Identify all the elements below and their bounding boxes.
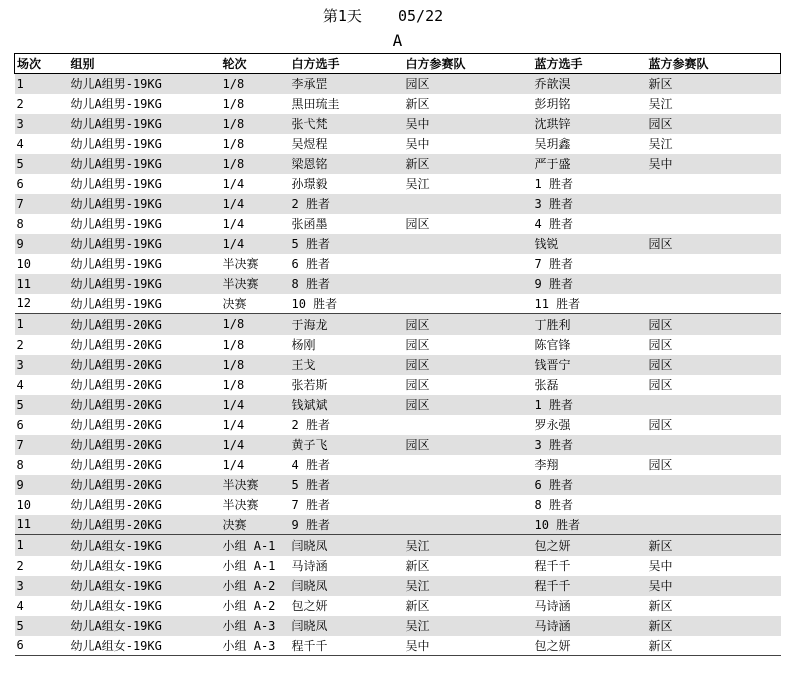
- cell-round: 半决赛: [222, 277, 259, 291]
- cell-category: 幼儿A组男-19KG: [70, 97, 162, 111]
- page-title: [0, 6, 766, 26]
- cell-match-no: 5: [16, 397, 24, 412]
- cell-blue-player: 7 胜者: [534, 257, 573, 271]
- table-row: [15, 94, 781, 114]
- cell-blue-player: 程千千: [534, 579, 571, 593]
- cell-blue-team: 吴江: [648, 137, 673, 151]
- cell-white-player: 黒田琉圭: [291, 97, 340, 111]
- header-row: [15, 54, 781, 74]
- cell-round: 决赛: [221, 515, 290, 535]
- cell-white-team: [404, 274, 533, 294]
- cell-white-team: [404, 294, 533, 314]
- cell-match-no: 3: [16, 116, 24, 131]
- cell-blue-player: 包之妍: [534, 538, 571, 553]
- cell-blue-team: 园区: [648, 458, 673, 472]
- cell-white-player: 王戈: [291, 358, 316, 372]
- cell-category: 幼儿A组男-19KG: [70, 237, 162, 251]
- cell-blue-team: [647, 274, 781, 294]
- cell-white-team: 园区: [405, 77, 430, 92]
- table-row: [15, 636, 781, 656]
- cell-white-player: 5 胜者: [291, 237, 330, 251]
- cell-white-player: 8 胜者: [291, 277, 330, 291]
- cell-blue-team: 吴中: [648, 559, 673, 573]
- cell-white-team: 吴江: [405, 538, 430, 553]
- cell-category: 幼儿A组男-19KG: [70, 177, 162, 191]
- cell-category: 幼儿A组男-19KG: [70, 257, 162, 271]
- table-row: [15, 294, 781, 314]
- cell-blue-team: [647, 254, 781, 274]
- table-row: [15, 74, 781, 94]
- cell-category: 幼儿A组男-20KG: [70, 458, 162, 472]
- cell-white-team: 园区: [405, 338, 430, 352]
- cell-category: 幼儿A组男-20KG: [70, 398, 162, 412]
- cell-blue-team: 新区: [648, 538, 673, 553]
- cell-category: 幼儿A组女-19KG: [70, 599, 162, 613]
- cell-white-player: 杨刚: [291, 338, 316, 352]
- cell-match-no: 11: [16, 276, 31, 291]
- cell-white-team: [404, 475, 533, 495]
- cell-blue-player: 10 胜者: [533, 515, 647, 535]
- cell-white-team: 吴江: [405, 177, 430, 191]
- cell-blue-team: 园区: [648, 237, 673, 251]
- cell-match-no: 1: [16, 76, 24, 91]
- table-row: [15, 395, 781, 415]
- cell-blue-team: [647, 194, 781, 214]
- cell-match-no: 10: [16, 256, 31, 271]
- cell-white-player: 9 胜者: [290, 515, 404, 535]
- cell-white-team: 吴江: [405, 619, 430, 633]
- cell-category: 幼儿A组男-20KG: [70, 478, 162, 492]
- cell-round: 1/4: [222, 397, 245, 412]
- cell-white-team: [404, 415, 533, 435]
- cell-match-no: 1: [16, 317, 24, 332]
- cell-round: 1/8: [222, 96, 245, 111]
- cell-blue-team: 园区: [648, 418, 673, 432]
- cell-category: 幼儿A组女-19KG: [70, 559, 162, 573]
- table-row: [15, 495, 781, 515]
- cell-category: 幼儿A组男-19KG: [70, 157, 162, 171]
- cell-white-player: 张若斯: [291, 378, 328, 392]
- date-label: 05/22: [398, 7, 444, 25]
- cell-match-no: 7: [16, 437, 24, 452]
- cell-round: 小组 A-1: [222, 538, 276, 553]
- cell-match-no: 6: [15, 636, 69, 656]
- cell-category: 幼儿A组男-20KG: [70, 438, 162, 452]
- cell-round: 半决赛: [222, 478, 259, 492]
- cell-category: 幼儿A组男-20KG: [70, 378, 162, 392]
- cell-category: 幼儿A组女-19KG: [69, 636, 221, 656]
- table-row: [15, 114, 781, 134]
- cell-blue-player: 沈珙锌: [534, 117, 571, 131]
- cell-blue-team: 新区: [647, 636, 781, 656]
- cell-white-team: 新区: [405, 97, 430, 111]
- cell-category: 幼儿A组男-20KG: [69, 515, 221, 535]
- cell-category: 幼儿A组男-19KG: [70, 77, 162, 92]
- cell-round: 1/4: [222, 417, 245, 432]
- cell-white-team: 园区: [405, 217, 430, 231]
- table-row: [15, 254, 781, 274]
- section-label: A: [392, 31, 403, 50]
- cell-white-player: 马诗涵: [291, 559, 328, 573]
- cell-blue-player: 6 胜者: [534, 478, 573, 492]
- table-row: [15, 355, 781, 375]
- cell-round: 1/4: [222, 196, 245, 211]
- cell-round: 1/8: [222, 156, 245, 171]
- header-category: 组别: [69, 54, 221, 74]
- cell-white-player: 程千千: [290, 636, 404, 656]
- cell-white-team: [404, 234, 533, 254]
- cell-blue-team: 吴中: [648, 157, 673, 171]
- cell-round: 1/4: [222, 216, 245, 231]
- cell-round: 1/8: [222, 136, 245, 151]
- cell-white-team: 园区: [405, 317, 430, 332]
- cell-round: 决赛: [221, 294, 290, 314]
- cell-blue-team: 新区: [648, 77, 673, 92]
- cell-category: 幼儿A组女-19KG: [70, 538, 162, 553]
- cell-white-player: 10 胜者: [290, 294, 404, 314]
- cell-white-player: 李承罡: [291, 77, 328, 92]
- cell-category: 幼儿A组男-19KG: [70, 117, 162, 131]
- cell-blue-player: 3 胜者: [534, 438, 573, 452]
- cell-blue-team: [647, 395, 781, 415]
- cell-blue-player: 包之妍: [533, 636, 647, 656]
- cell-white-player: 包之妍: [291, 599, 328, 613]
- cell-white-team: [404, 495, 533, 515]
- cell-white-team: 吴中: [404, 636, 533, 656]
- cell-match-no: 1: [16, 538, 24, 553]
- cell-white-player: 张函墨: [291, 217, 328, 231]
- cell-match-no: 5: [16, 618, 24, 633]
- cell-blue-player: 11 胜者: [533, 294, 647, 314]
- cell-match-no: 2: [16, 96, 24, 111]
- cell-blue-team: [647, 515, 781, 535]
- cell-blue-player: 1 胜者: [534, 398, 573, 412]
- cell-white-team: 园区: [405, 358, 430, 372]
- cell-white-player: 2 胜者: [291, 197, 330, 211]
- cell-category: 幼儿A组女-19KG: [70, 619, 162, 633]
- table-row: [15, 616, 781, 636]
- cell-round: 小组 A-3: [222, 619, 276, 633]
- cell-round: 1/8: [222, 317, 245, 332]
- cell-category: 幼儿A组男-20KG: [70, 498, 162, 512]
- cell-blue-player: 4 胜者: [534, 217, 573, 231]
- table-row: [15, 475, 781, 495]
- table-row: [15, 214, 781, 234]
- cell-blue-player: 8 胜者: [534, 498, 573, 512]
- table-row: [15, 435, 781, 455]
- cell-match-no: 5: [16, 156, 24, 171]
- header-match-no: 场次: [15, 54, 69, 74]
- cell-blue-team: 新区: [648, 599, 673, 613]
- cell-match-no: 6: [16, 417, 24, 432]
- cell-category: 幼儿A组男-19KG: [70, 137, 162, 151]
- table-row: [15, 234, 781, 254]
- cell-round: 小组 A-3: [221, 636, 290, 656]
- cell-blue-player: 严于盛: [534, 157, 571, 171]
- cell-blue-team: [647, 475, 781, 495]
- cell-category: 幼儿A组女-19KG: [70, 579, 162, 593]
- cell-white-team: [404, 194, 533, 214]
- table-row: [15, 556, 781, 576]
- cell-blue-team: 新区: [648, 619, 673, 633]
- cell-blue-player: 罗永强: [534, 418, 571, 432]
- cell-blue-player: 马诗涵: [534, 599, 571, 613]
- cell-round: 1/8: [222, 337, 245, 352]
- cell-category: 幼儿A组男-19KG: [70, 197, 162, 211]
- cell-blue-player: 1 胜者: [534, 177, 573, 191]
- cell-white-player: 于海龙: [291, 317, 328, 332]
- cell-match-no: 8: [16, 457, 24, 472]
- cell-white-player: 张弋梵: [291, 117, 328, 131]
- cell-round: 1/4: [222, 176, 245, 191]
- cell-blue-team: 园区: [648, 117, 673, 131]
- header-white-team: 白方参赛队: [404, 54, 533, 74]
- cell-blue-player: 马诗涵: [534, 619, 571, 633]
- cell-blue-player: 李翔: [534, 458, 559, 472]
- cell-category: 幼儿A组男-19KG: [69, 294, 221, 314]
- cell-blue-team: 园区: [648, 338, 673, 352]
- cell-category: 幼儿A组男-20KG: [70, 317, 162, 332]
- cell-blue-team: [647, 495, 781, 515]
- cell-white-team: 园区: [405, 398, 430, 412]
- cell-white-player: 钱斌斌: [291, 398, 328, 412]
- cell-white-player: 2 胜者: [291, 418, 330, 432]
- cell-match-no: 4: [16, 136, 24, 151]
- cell-blue-team: 园区: [648, 378, 673, 392]
- cell-match-no: 9: [16, 236, 24, 251]
- cell-category: 幼儿A组男-20KG: [70, 338, 162, 352]
- cell-blue-team: [647, 174, 781, 194]
- header-white-player: 白方选手: [290, 54, 404, 74]
- cell-blue-player: 吴玥鑫: [534, 137, 571, 151]
- table-row: [15, 535, 781, 556]
- cell-blue-player: 钱晋宁: [534, 358, 571, 372]
- cell-match-no: 7: [16, 196, 24, 211]
- cell-white-player: 吴煜程: [291, 137, 328, 151]
- cell-blue-team: 吴江: [648, 97, 673, 111]
- cell-white-team: 新区: [405, 599, 430, 613]
- cell-match-no: 3: [16, 357, 24, 372]
- cell-blue-player: 9 胜者: [534, 277, 573, 291]
- cell-category: 幼儿A组男-20KG: [70, 418, 162, 432]
- table-row: [15, 455, 781, 475]
- cell-round: 1/4: [222, 457, 245, 472]
- cell-blue-player: 程千千: [534, 559, 571, 573]
- cell-blue-team: 园区: [648, 358, 673, 372]
- cell-match-no: 2: [16, 558, 24, 573]
- cell-round: 小组 A-1: [222, 559, 276, 573]
- cell-white-team: 吴中: [405, 137, 430, 151]
- header-blue-player: 蓝方选手: [533, 54, 647, 74]
- cell-white-player: 闫晓凤: [291, 579, 328, 593]
- cell-match-no: 10: [16, 497, 31, 512]
- header-blue-team: 蓝方参赛队: [647, 54, 781, 74]
- cell-white-player: 闫晓凤: [291, 619, 328, 633]
- day-label: 第1天: [322, 7, 362, 25]
- cell-white-player: 孙璟毅: [291, 177, 328, 191]
- cell-blue-player: 乔歆淏: [534, 77, 571, 92]
- cell-match-no: 3: [16, 578, 24, 593]
- header-round: 轮次: [221, 54, 290, 74]
- cell-match-no: 6: [16, 176, 24, 191]
- cell-blue-team: 吴中: [648, 579, 673, 593]
- cell-category: 幼儿A组男-19KG: [70, 277, 162, 291]
- cell-white-team: 新区: [405, 559, 430, 573]
- cell-white-team: 吴江: [405, 579, 430, 593]
- cell-round: 1/8: [222, 76, 245, 91]
- cell-white-team: [404, 515, 533, 535]
- cell-category: 幼儿A组男-20KG: [70, 358, 162, 372]
- cell-blue-player: 3 胜者: [534, 197, 573, 211]
- cell-round: 1/4: [222, 437, 245, 452]
- table-row: [15, 134, 781, 154]
- table-row: [15, 274, 781, 294]
- cell-blue-player: 丁胜利: [534, 317, 571, 332]
- cell-white-player: 6 胜者: [291, 257, 330, 271]
- cell-match-no: 4: [16, 377, 24, 392]
- cell-round: 1/8: [222, 357, 245, 372]
- cell-match-no: 9: [16, 477, 24, 492]
- table-row: [15, 576, 781, 596]
- table-row: [15, 174, 781, 194]
- cell-white-player: 闫晓凤: [291, 538, 328, 553]
- cell-blue-team: [647, 435, 781, 455]
- cell-blue-player: 彭玥铭: [534, 97, 571, 111]
- table-row: [15, 375, 781, 395]
- cell-blue-player: 钱锐: [534, 237, 559, 251]
- cell-round: 半决赛: [222, 257, 259, 271]
- cell-match-no: 12: [15, 294, 69, 314]
- cell-blue-player: 陈官锋: [534, 338, 571, 352]
- cell-round: 1/8: [222, 116, 245, 131]
- cell-white-team: 新区: [405, 157, 430, 171]
- cell-white-team: 吴中: [405, 117, 430, 131]
- cell-white-team: [404, 455, 533, 475]
- cell-white-team: 园区: [405, 438, 430, 452]
- table-row: [15, 314, 781, 335]
- cell-round: 1/8: [222, 377, 245, 392]
- cell-category: 幼儿A组男-19KG: [70, 217, 162, 231]
- cell-white-player: 4 胜者: [291, 458, 330, 472]
- cell-blue-team: 园区: [648, 317, 673, 332]
- cell-match-no: 2: [16, 337, 24, 352]
- table-row: [15, 515, 781, 535]
- cell-blue-team: [647, 294, 781, 314]
- table-row: [15, 194, 781, 214]
- cell-round: 小组 A-2: [222, 579, 276, 593]
- schedule-table: [14, 53, 781, 656]
- cell-blue-team: [647, 214, 781, 234]
- cell-white-player: 7 胜者: [291, 498, 330, 512]
- table-row: [15, 596, 781, 616]
- cell-white-player: 梁恩铭: [291, 157, 328, 171]
- cell-match-no: 11: [15, 515, 69, 535]
- cell-round: 1/4: [222, 236, 245, 251]
- table-row: [15, 415, 781, 435]
- cell-round: 半决赛: [222, 498, 259, 512]
- cell-round: 小组 A-2: [222, 599, 276, 613]
- cell-white-team: [404, 254, 533, 274]
- cell-white-team: 园区: [405, 378, 430, 392]
- cell-match-no: 4: [16, 598, 24, 613]
- cell-match-no: 8: [16, 216, 24, 231]
- schedule-body: [15, 74, 781, 656]
- table-row: [15, 335, 781, 355]
- cell-white-player: 黄子飞: [291, 438, 328, 452]
- cell-blue-player: 张磊: [534, 378, 559, 392]
- cell-white-player: 5 胜者: [291, 478, 330, 492]
- table-row: [15, 154, 781, 174]
